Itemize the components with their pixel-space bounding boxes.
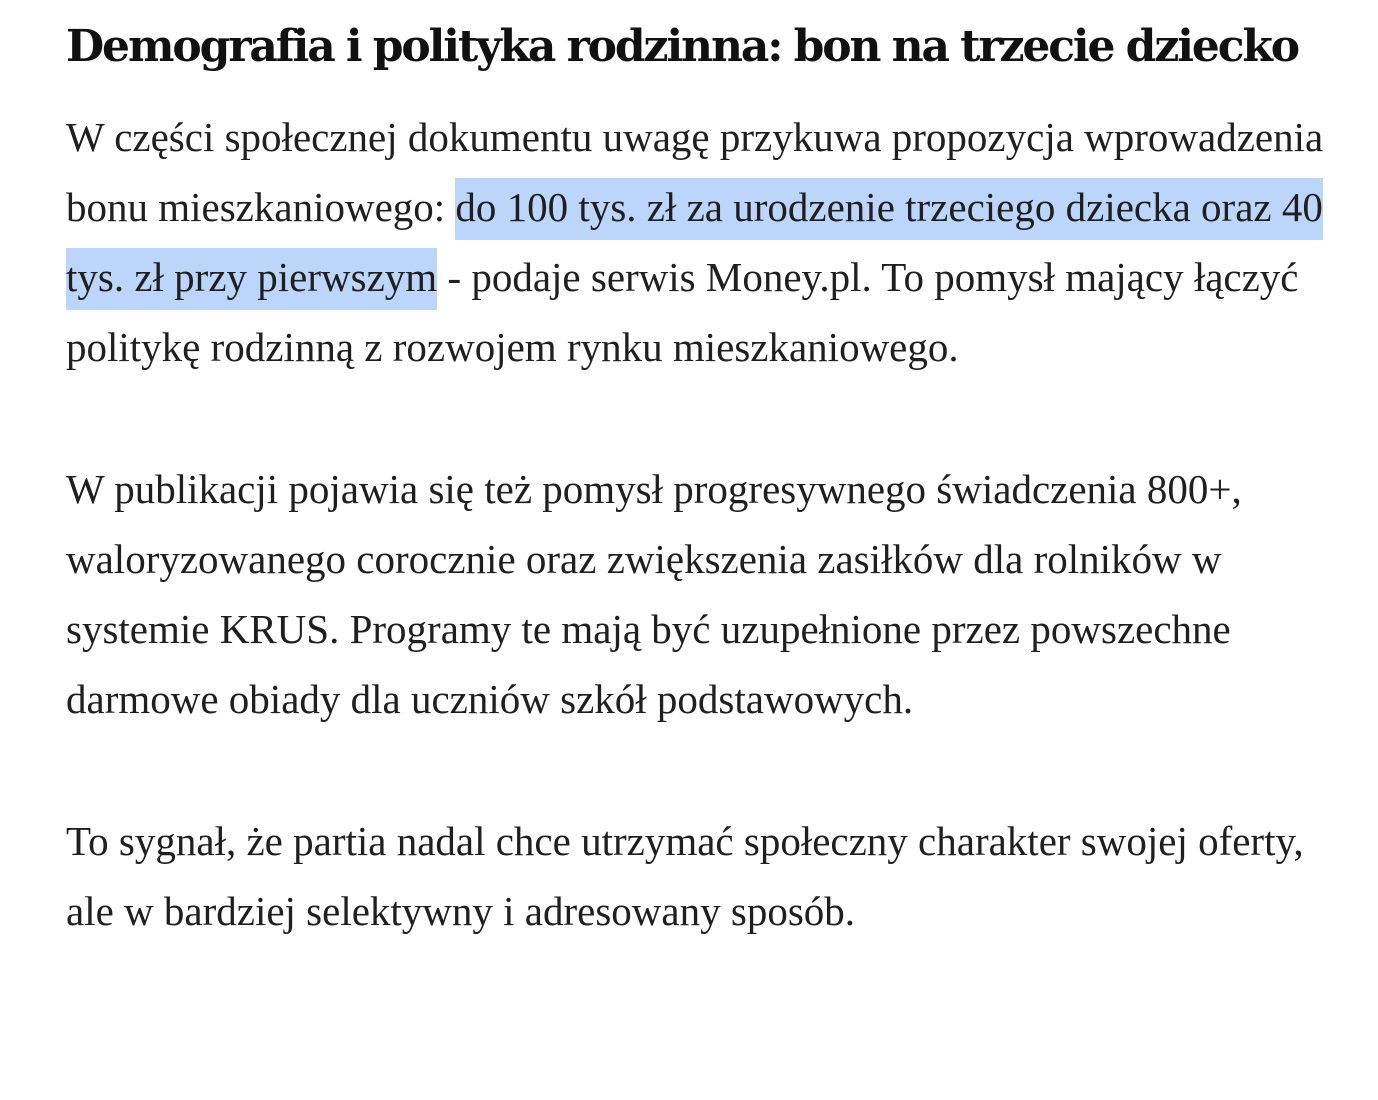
paragraph-text-after-selection[interactable]: - podaje serwis Money.pl. To pomysł mający łączyć politykę rodzinną z rozwojem rynku mieszkaniowego.	[66, 254, 1299, 370]
paragraph-social-offer[interactable]: To sygnał, że partia nadal chce utrzymać społeczny charakter swojej oferty, ale w bardziej selektywny i adresowany sposób.	[66, 818, 1304, 934]
section-heading: Demografia i polityka rodzinna: bon na trzecie dziecko	[66, 21, 1299, 72]
article-body	[66, 18, 1356, 1018]
paragraph-housing-voucher[interactable]	[66, 102, 1356, 382]
selected-text-highlight[interactable]: do 100 tys. zł za urodzenie trzeciego dziecka oraz 40 tys. zł przy pierwszym	[66, 178, 1323, 310]
paragraph-family-benefits[interactable]: W publikacji pojawia się też pomysł progresywnego świadczenia 800+, waloryzowanego corocznie oraz zwiększenia zasiłków dla rolników w systemie KRUS. Programy te mają być uzupełnione przez powszechne darmowe obiady dla uczniów szkół podstawowych.	[66, 466, 1242, 722]
paragraph-text-before-selection[interactable]: W części społecznej dokumentu uwagę przykuwa propozycja wprowadzenia bonu mieszkaniowego:	[66, 114, 1324, 230]
